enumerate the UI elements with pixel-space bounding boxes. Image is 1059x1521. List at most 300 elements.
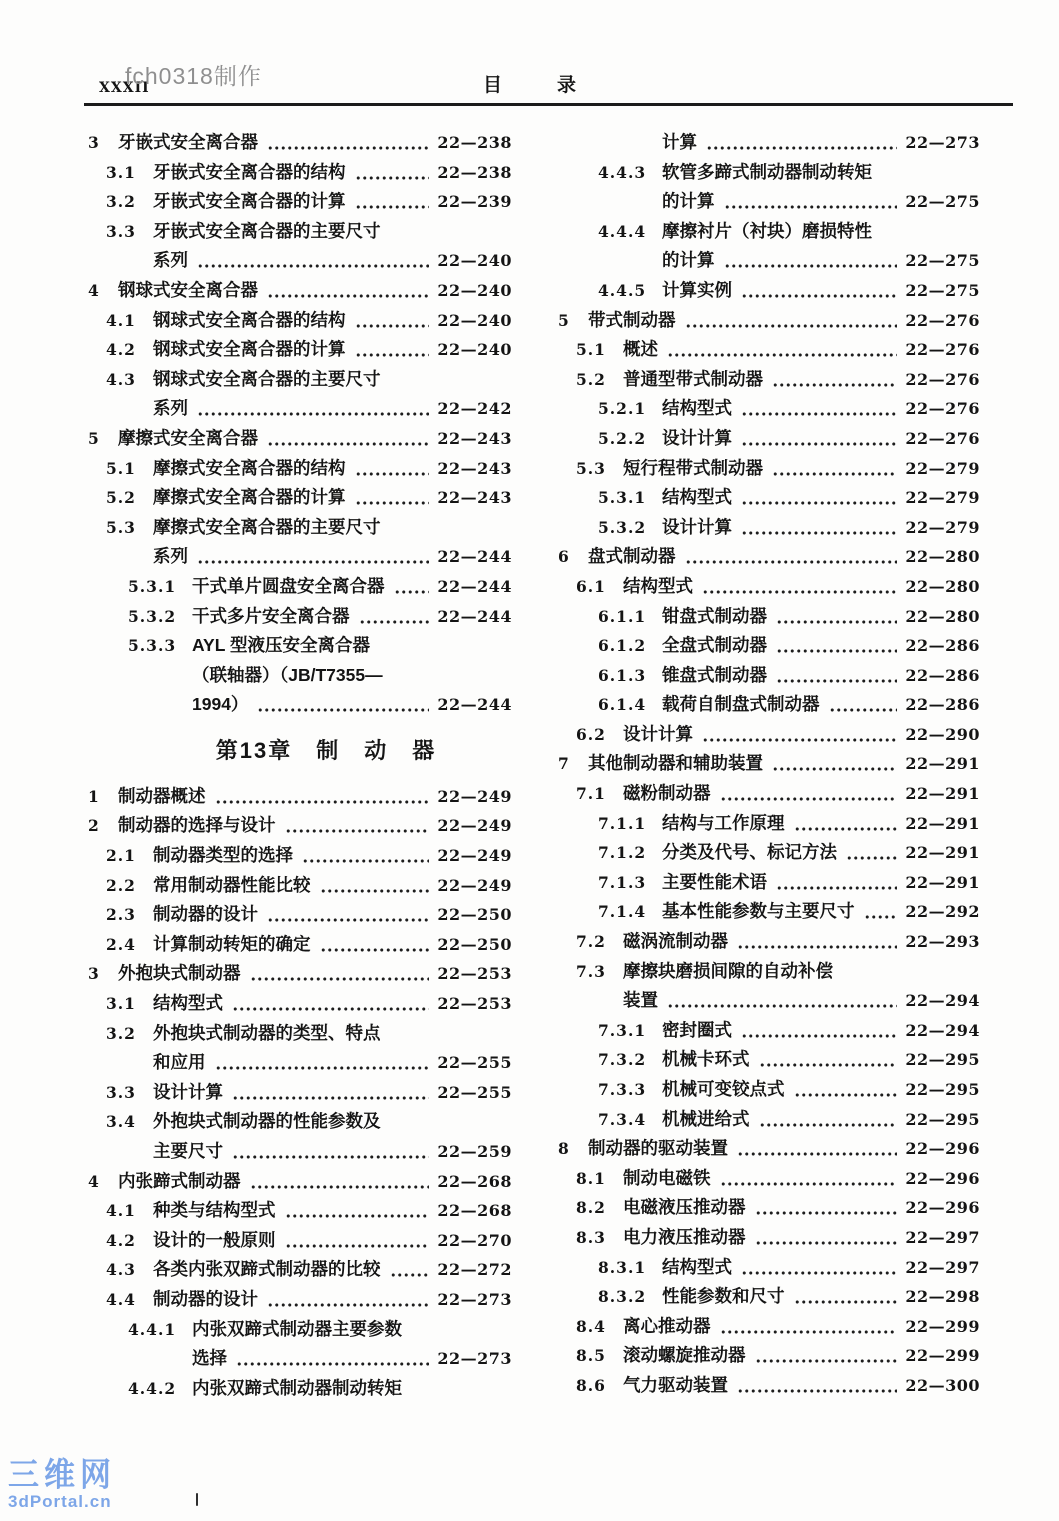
page-number: 22—255 <box>437 1082 512 1102</box>
toc-entry <box>558 1134 980 1164</box>
entry-title: 牙嵌式安全离合器的计算 <box>153 191 346 212</box>
dot-leader <box>720 1312 898 1342</box>
entry-title: 制动器类型的选择 <box>153 845 293 866</box>
entry-title: 离心推动器 <box>623 1315 711 1336</box>
entry-title: 摩擦式安全离合器 <box>118 427 258 448</box>
page-number: 22—276 <box>905 428 980 448</box>
page-number: 22—259 <box>437 1142 512 1161</box>
dot-leader <box>829 690 898 720</box>
section-number: 3.3 <box>106 1082 136 1102</box>
toc-entry <box>88 424 512 454</box>
dot-leader <box>285 1226 430 1256</box>
dot-leader <box>741 1016 897 1046</box>
entry-title: 盘式制动器 <box>588 546 676 567</box>
dot-leader <box>720 779 898 809</box>
section-number: 4.4.4 <box>598 221 647 241</box>
toc-entry <box>88 513 512 543</box>
page-number: 22—296 <box>905 1198 980 1218</box>
section-number: 2.3 <box>106 905 136 925</box>
section-number: 3.2 <box>106 1023 136 1043</box>
dot-leader <box>667 986 897 1016</box>
toc-entry <box>558 720 980 750</box>
entry-title: 锥盘式制动器 <box>662 664 767 685</box>
section-number: 3.4 <box>106 1112 136 1132</box>
toc-entry <box>558 957 980 987</box>
entry-title: 钳盘式制动器 <box>662 605 767 626</box>
dot-leader <box>236 1344 429 1374</box>
section-number: 5.3.3 <box>128 636 177 656</box>
section-number: 5.3.1 <box>598 488 647 508</box>
section-number: 3 <box>88 964 100 984</box>
section-number: 5 <box>558 310 570 330</box>
toc-entry <box>558 306 980 336</box>
entry-title: 系列 <box>153 250 188 271</box>
dot-leader <box>285 1196 430 1226</box>
scan-artifact-mark <box>196 1493 198 1506</box>
entry-title: 内张蹄式制动器 <box>118 1170 241 1191</box>
section-number: 7.1.3 <box>598 872 647 892</box>
page-number: 22—242 <box>437 399 512 419</box>
section-number: 5.2.2 <box>598 428 647 448</box>
dot-leader <box>359 602 430 632</box>
entry-title: 全盘式制动器 <box>662 635 767 656</box>
section-number: 4 <box>88 280 100 300</box>
toc-entry <box>558 1371 980 1401</box>
section-number: 8.6 <box>576 1375 606 1395</box>
toc-entry <box>558 602 980 632</box>
section-number: 5 <box>88 428 100 448</box>
dot-leader <box>197 542 429 572</box>
page-number: 22—279 <box>905 458 980 478</box>
dot-leader <box>232 1137 429 1167</box>
dot-leader <box>667 335 897 365</box>
dot-leader <box>724 187 898 217</box>
page-number: 22—249 <box>437 816 512 836</box>
page-number: 22—243 <box>437 428 512 448</box>
section-number: 7 <box>558 754 570 774</box>
dot-leader <box>320 871 430 901</box>
toc-entry <box>558 572 980 602</box>
page-number: 22—286 <box>905 665 980 685</box>
entry-title: 装置 <box>623 990 658 1011</box>
dot-leader <box>759 1105 898 1135</box>
entry-title: 各类内张双蹄式制动器的比较 <box>153 1259 381 1280</box>
toc-entry-continuation <box>88 1048 512 1078</box>
dot-leader <box>794 1282 898 1312</box>
dot-leader <box>257 690 429 720</box>
dot-leader <box>755 1193 898 1223</box>
toc-entry <box>558 838 980 868</box>
section-number: 1 <box>88 786 100 806</box>
dot-leader <box>267 276 429 306</box>
section-number: 4.2 <box>106 340 136 360</box>
toc-entry-continuation <box>558 246 980 276</box>
toc-entry <box>88 335 512 365</box>
section-number: 8.3 <box>576 1227 606 1247</box>
section-number: 2.2 <box>106 875 136 895</box>
entry-title: 机械卡环式 <box>662 1049 750 1070</box>
section-number: 8.2 <box>576 1198 606 1218</box>
page-number: 22—286 <box>905 636 980 656</box>
chapter-heading: 第13章 制 动 器 <box>215 737 437 763</box>
entry-title: 电磁液压推动器 <box>623 1197 746 1218</box>
dot-leader <box>285 811 430 841</box>
entry-title: 结构型式 <box>662 398 732 419</box>
section-number: 6.1.4 <box>598 695 647 715</box>
toc-entry <box>88 811 512 841</box>
dot-leader <box>741 394 897 424</box>
entry-title: 制动器的设计 <box>153 1288 258 1309</box>
entry-title: 制动电磁铁 <box>623 1167 711 1188</box>
page-number: 22—268 <box>437 1201 512 1221</box>
dot-leader <box>755 1223 898 1253</box>
entry-title: 性能参数和尺寸 <box>662 1286 785 1307</box>
entry-title: AYL 型液压安全离合器 <box>192 635 370 656</box>
section-number: 2.4 <box>106 934 136 954</box>
section-number: 5.3.2 <box>598 517 647 537</box>
section-number: 8.1 <box>576 1168 606 1188</box>
dot-leader <box>702 572 897 602</box>
entry-title: 的计算 <box>662 191 715 212</box>
page-number: 22—249 <box>437 846 512 866</box>
toc-entry <box>88 128 512 158</box>
page-number: 22—297 <box>905 1257 980 1277</box>
toc-entry <box>88 900 512 930</box>
dot-leader <box>776 631 897 661</box>
section-number: 5.3 <box>576 458 606 478</box>
toc-entry-continuation <box>88 542 512 572</box>
entry-title: 的计算 <box>662 250 715 271</box>
section-number: 5.2.1 <box>598 399 647 419</box>
toc-entry <box>88 1019 512 1049</box>
entry-title: 密封圈式 <box>662 1019 732 1040</box>
toc-entry <box>88 276 512 306</box>
toc-entry <box>88 871 512 901</box>
entry-title: 制动器概述 <box>118 785 206 806</box>
dot-leader <box>772 749 897 779</box>
entry-title: 常用制动器性能比较 <box>153 874 311 895</box>
entry-title: 外抱块式制动器的类型、特点 <box>153 1022 381 1043</box>
entry-title: 设计计算 <box>662 516 732 537</box>
page-number: 22—273 <box>437 1289 512 1309</box>
page-number: 22—297 <box>905 1227 980 1247</box>
entry-title: 选择 <box>192 1348 227 1369</box>
page-number: 22—295 <box>905 1109 980 1129</box>
section-number: 8.5 <box>576 1346 606 1366</box>
entry-title: 摩擦式安全离合器的主要尺寸 <box>153 516 381 537</box>
entry-title: 设计计算 <box>623 723 693 744</box>
toc-entry <box>88 217 512 247</box>
section-number: 7.2 <box>576 932 606 952</box>
page-number: 22—244 <box>437 547 512 567</box>
entry-title: 干式单片圆盘安全离合器 <box>192 575 385 596</box>
dot-leader <box>741 276 897 306</box>
dot-leader <box>302 841 429 871</box>
toc-entry <box>558 1223 980 1253</box>
toc-entry-continuation <box>558 187 980 217</box>
entry-title: 磁涡流制动器 <box>623 931 728 952</box>
logo-text-cn: 三维网 <box>8 1456 116 1493</box>
toc-entry <box>88 1107 512 1137</box>
entry-title: 概述 <box>623 339 658 360</box>
toc-entry <box>558 365 980 395</box>
entry-title: 牙嵌式安全离合器的结构 <box>153 161 346 182</box>
entry-title: 干式多片安全离合器 <box>192 605 350 626</box>
section-number: 8.3.1 <box>598 1257 647 1277</box>
entry-title: 制动器的设计 <box>153 904 258 925</box>
page-number: 22—243 <box>437 458 512 478</box>
entry-title: 摩擦衬片（衬块）磨损特性 <box>662 220 872 241</box>
toc-entry <box>88 187 512 217</box>
section-number: 4.4 <box>106 1289 136 1309</box>
dot-leader <box>197 394 429 424</box>
toc-entry <box>558 868 980 898</box>
dot-leader <box>355 335 430 365</box>
section-number: 4.3 <box>106 369 136 389</box>
dot-leader <box>197 246 429 276</box>
entry-title: 摩擦式安全离合器的结构 <box>153 457 346 478</box>
entry-title: 结构型式 <box>153 993 223 1014</box>
toc-entry <box>558 749 980 779</box>
page-number: 22—244 <box>437 695 512 715</box>
page-number: 22—296 <box>905 1168 980 1188</box>
toc-entry <box>558 335 980 365</box>
page-number: 22—275 <box>905 192 980 212</box>
page-number: 22—240 <box>437 280 512 300</box>
section-number: 8 <box>558 1139 570 1159</box>
toc-entry <box>558 690 980 720</box>
entry-title: 机械可变铰点式 <box>662 1079 785 1099</box>
entry-title: 设计的一般原则 <box>153 1229 276 1250</box>
page-number: 22—279 <box>905 488 980 508</box>
page-number: 22—255 <box>437 1053 512 1073</box>
page-number: 22—268 <box>437 1171 512 1191</box>
dot-leader <box>737 927 897 957</box>
page-number: 22—292 <box>905 902 980 922</box>
toc-entry <box>558 1253 980 1283</box>
page-number: 22—270 <box>437 1230 512 1250</box>
dot-leader <box>267 1285 429 1315</box>
section-number: 4.3 <box>106 1260 136 1280</box>
page-number: 22—249 <box>437 875 512 895</box>
entry-title: 其他制动器和辅助装置 <box>588 753 763 774</box>
toc-entry <box>88 1374 512 1404</box>
entry-title: 摩擦式安全离合器的计算 <box>153 487 346 508</box>
page-number: 22—273 <box>437 1349 512 1369</box>
toc-entry <box>88 930 512 960</box>
section-number: 3.2 <box>106 192 136 212</box>
entry-title: 短行程带式制动器 <box>623 457 763 478</box>
page-number: 22—290 <box>905 724 980 744</box>
page-title: 目 录 <box>482 75 594 96</box>
section-number: 6.2 <box>576 724 606 744</box>
page-number: 22—275 <box>905 280 980 300</box>
toc-entry <box>558 927 980 957</box>
toc-entry <box>88 602 512 632</box>
page-number: 22—294 <box>905 1020 980 1040</box>
dot-leader <box>759 1045 898 1075</box>
entry-title: 机械进给式 <box>662 1108 750 1129</box>
page-number: 22—296 <box>905 1139 980 1159</box>
toc-entry <box>88 483 512 513</box>
page-number: 22—298 <box>905 1287 980 1307</box>
header-rule <box>84 103 1013 106</box>
entry-title: 内张双蹄式制动器制动转矩 <box>192 1377 402 1398</box>
toc-entry <box>558 1016 980 1046</box>
section-number: 7.3.3 <box>598 1080 647 1099</box>
section-number: 4.4.2 <box>128 1378 177 1398</box>
section-number: 5.3.2 <box>128 606 177 626</box>
toc-entry <box>88 989 512 1019</box>
section-number: 7.1.4 <box>598 902 647 922</box>
page-number: 22—250 <box>437 905 512 925</box>
section-number: 7.3.2 <box>598 1050 647 1070</box>
dot-leader <box>394 572 430 602</box>
section-number: 8.3.2 <box>598 1287 647 1307</box>
toc-entry <box>558 1282 980 1312</box>
dot-leader <box>864 897 898 927</box>
section-number: 7.3.4 <box>598 1109 647 1129</box>
entry-title: 系列 <box>153 398 188 419</box>
dot-leader <box>267 424 429 454</box>
page-number: 22—279 <box>905 517 980 537</box>
toc-entry <box>558 217 980 247</box>
entry-title: 系列 <box>153 546 188 567</box>
dot-leader <box>355 454 430 484</box>
dot-leader <box>794 1075 898 1105</box>
entry-title: 载荷自制盘式制动器 <box>662 694 820 715</box>
entry-title: 种类与结构型式 <box>153 1200 276 1221</box>
toc-entry <box>88 1167 512 1197</box>
section-number: 6.1 <box>576 576 606 596</box>
toc-entry <box>88 1255 512 1285</box>
entry-title: 结构与工作原理 <box>662 812 785 833</box>
entry-title: 制动器的驱动装置 <box>588 1138 728 1159</box>
section-number: 6.1.3 <box>598 665 647 685</box>
page-number: 22—240 <box>437 340 512 360</box>
toc-entry <box>88 306 512 336</box>
toc-entry <box>88 841 512 871</box>
page-roman-numeral: XXXII <box>99 80 150 96</box>
entry-title: 摩擦块磨损间隙的自动补偿 <box>623 960 833 981</box>
entry-title: 软管多蹄式制动器制动转矩 <box>662 161 872 182</box>
entry-title: 滚动螺旋推动器 <box>623 1345 746 1366</box>
toc-entry <box>88 1226 512 1256</box>
toc-entry <box>88 959 512 989</box>
toc-column-right <box>558 128 980 1401</box>
section-number: 5.3.1 <box>128 576 177 596</box>
dot-leader <box>232 1078 429 1108</box>
toc-entry <box>558 542 980 572</box>
dot-leader <box>355 158 430 188</box>
toc-entry <box>558 1105 980 1135</box>
toc-entry <box>88 365 512 395</box>
dot-leader <box>776 602 897 632</box>
toc-entry <box>558 483 980 513</box>
entry-title: 钢球式安全离合器的计算 <box>153 339 346 360</box>
section-number: 7.1.2 <box>598 843 647 863</box>
dot-leader <box>706 128 897 158</box>
entry-title: 钢球式安全离合器的结构 <box>153 309 346 330</box>
toc-entry <box>558 809 980 839</box>
section-number: 3.3 <box>106 221 136 241</box>
dot-leader <box>741 1253 897 1283</box>
section-number: 4.4.1 <box>128 1319 177 1339</box>
entry-title: 分类及代号、标记方法 <box>662 842 837 863</box>
page-number: 22—291 <box>905 872 980 892</box>
toc-column-left <box>88 128 512 1403</box>
page-number: 22—244 <box>437 606 512 626</box>
dot-leader <box>772 454 897 484</box>
dot-leader <box>355 187 430 217</box>
section-number: 2.1 <box>106 846 136 866</box>
toc-entry <box>558 158 980 188</box>
section-number: 5.2 <box>106 488 136 508</box>
dot-leader <box>267 128 429 158</box>
entry-title: 主要尺寸 <box>153 1141 223 1161</box>
entry-title: （联轴器）（JB/T7355— <box>192 664 383 685</box>
toc-entry-continuation <box>88 690 512 720</box>
logo-domain: 3dPortal.cn <box>8 1492 112 1511</box>
dot-leader <box>685 306 898 336</box>
toc-entry-continuation <box>88 1344 512 1374</box>
entry-title: 磁粉制动器 <box>623 783 711 804</box>
section-number: 8.4 <box>576 1316 606 1336</box>
toc-entry-continuation <box>88 246 512 276</box>
page-number: 22—244 <box>437 576 512 596</box>
toc-entry <box>88 572 512 602</box>
page-number: 22—299 <box>905 1316 980 1336</box>
dot-leader <box>741 424 897 454</box>
page-number: 22—243 <box>437 488 512 508</box>
section-number: 4.1 <box>106 310 136 330</box>
dot-leader <box>320 930 430 960</box>
dot-leader <box>355 306 430 336</box>
page-number: 22—240 <box>437 251 512 271</box>
section-number: 5.3 <box>106 517 136 537</box>
toc-entry-continuation <box>88 394 512 424</box>
entry-title: 内张双蹄式制动器主要参数 <box>192 1318 402 1339</box>
entry-title: 钢球式安全离合器的主要尺寸 <box>153 368 381 389</box>
dot-leader <box>794 809 898 839</box>
page-number: 22—300 <box>905 1375 980 1395</box>
toc-entry <box>88 158 512 188</box>
entry-title: 计算实例 <box>662 279 732 300</box>
entry-title: 普通型带式制动器 <box>623 368 763 389</box>
page-number: 22—272 <box>437 1260 512 1280</box>
page-number: 22—249 <box>437 786 512 806</box>
section-number: 6.1.2 <box>598 636 647 656</box>
toc-entry <box>558 631 980 661</box>
page-number: 22—250 <box>437 934 512 954</box>
dot-leader <box>846 838 897 868</box>
section-number: 3.1 <box>106 162 136 182</box>
toc-entry <box>88 1285 512 1315</box>
toc-entry <box>558 1075 980 1105</box>
entry-title: 外抱块式制动器的性能参数及 <box>153 1111 381 1132</box>
toc-entry <box>558 394 980 424</box>
dot-leader <box>737 1134 897 1164</box>
dot-leader <box>737 1371 897 1401</box>
toc-entry <box>558 424 980 454</box>
toc-entry <box>558 1045 980 1075</box>
maker-watermark: fch0318制作 <box>125 63 262 89</box>
page-number: 22—238 <box>437 162 512 182</box>
toc-entry-continuation <box>88 661 512 691</box>
section-number: 7.1.1 <box>598 813 647 833</box>
section-number: 6.1.1 <box>598 606 647 626</box>
page-number: 22—240 <box>437 310 512 330</box>
